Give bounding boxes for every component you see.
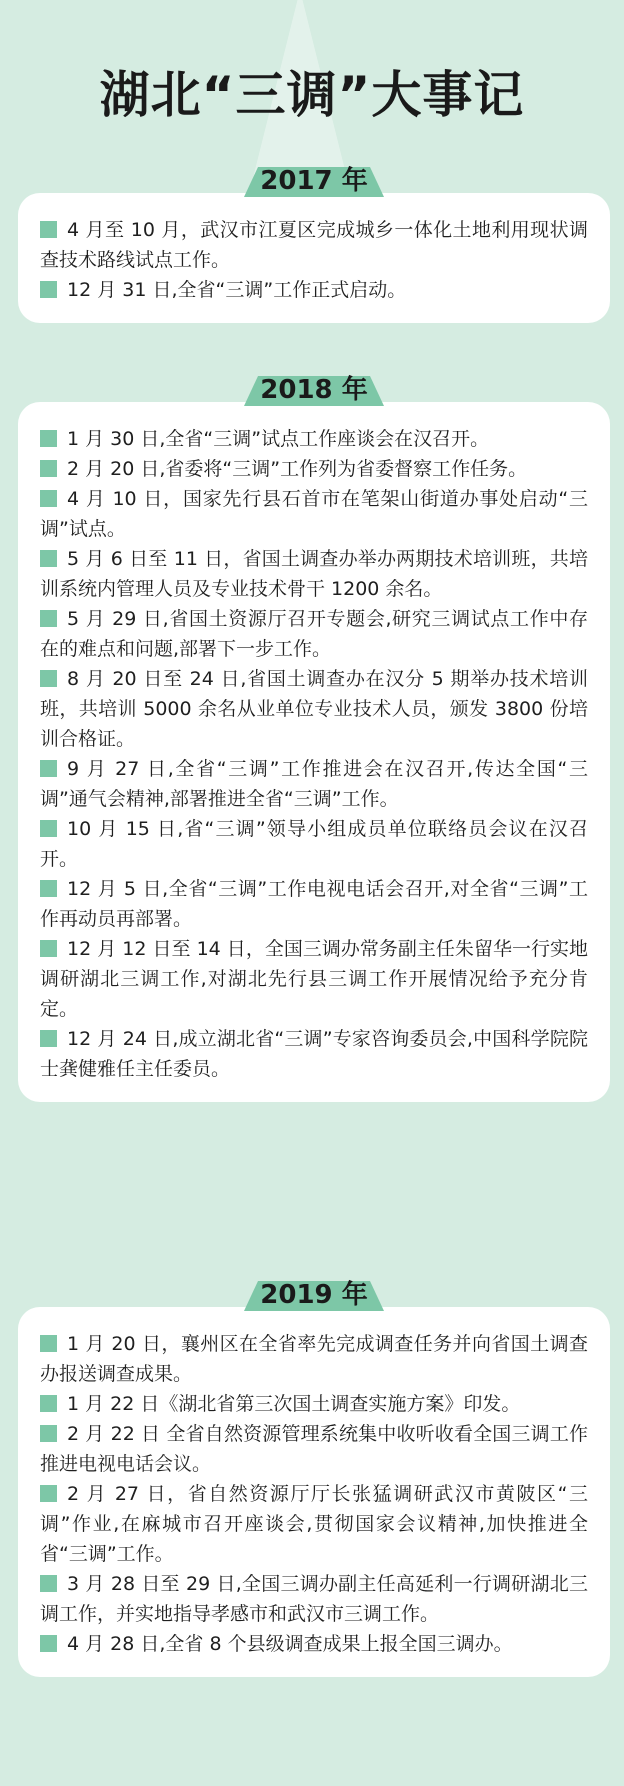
event-entry — [40, 934, 588, 1024]
year-label: 2018 年 — [260, 375, 368, 405]
square-bullet-icon — [40, 880, 57, 897]
event-entry — [40, 1419, 588, 1479]
event-text: 2 月 20 日,省委将“三调”工作列为省委督察工作任务。 — [67, 458, 528, 480]
square-bullet-icon — [40, 610, 57, 627]
event-text: 5 月 6 日至 11 日，省国土调查办举办两期技术培训班，共培训系统内管理人员及专业技术骨干 1200 余名。 — [40, 548, 588, 600]
event-text: 1 月 22 日《湖北省第三次国土调查实施方案》印发。 — [67, 1393, 521, 1415]
event-text: 4 月 28 日,全省 8 个县级调查成果上报全国三调办。 — [67, 1633, 513, 1655]
square-bullet-icon — [40, 281, 57, 298]
square-bullet-icon — [40, 820, 57, 837]
event-entry — [40, 275, 588, 305]
event-entry — [40, 754, 588, 814]
event-entry — [40, 874, 588, 934]
square-bullet-icon — [40, 460, 57, 477]
square-bullet-icon — [40, 670, 57, 687]
event-entry — [40, 1329, 588, 1389]
event-text: 4 月 10 日，国家先行县石首市在笔架山街道办事处启动“三调”试点。 — [40, 488, 588, 540]
square-bullet-icon — [40, 1395, 57, 1412]
square-bullet-icon — [40, 430, 57, 447]
event-text: 2 月 27 日，省自然资源厅厅长张猛调研武汉市黄陂区“三调”作业,在麻城市召开座谈会,贯彻国家会议精神,加快推进全省“三调”工作。 — [40, 1483, 588, 1565]
event-text: 1 月 30 日,全省“三调”试点工作座谈会在汉召开。 — [67, 428, 490, 450]
year-label: 2019 年 — [260, 1280, 368, 1310]
section-2019 — [18, 1277, 610, 1677]
event-text: 4 月至 10 月，武汉市江夏区完成城乡一体化土地利用现状调查技术路线试点工作。 — [40, 219, 588, 271]
event-text: 12 月 5 日,全省“三调”工作电视电话会召开,对全省“三调”工作再动员再部署。 — [40, 878, 588, 930]
square-bullet-icon — [40, 1485, 57, 1502]
event-entry — [40, 1479, 588, 1569]
event-text: 10 月 15 日,省“三调”领导小组成员单位联络员会议在汉召开。 — [40, 818, 588, 870]
event-entry — [40, 544, 588, 604]
event-entry — [40, 604, 588, 664]
event-entry — [40, 454, 588, 484]
event-entry — [40, 424, 588, 454]
event-text: 3 月 28 日至 29 日,全国三调办副主任高延利一行调研湖北三调工作，并实地指导孝感市和武汉市三调工作。 — [40, 1573, 588, 1625]
year-tab — [244, 372, 384, 406]
event-entry — [40, 1389, 588, 1419]
event-entry — [40, 1569, 588, 1629]
square-bullet-icon — [40, 760, 57, 777]
event-card — [18, 402, 610, 1102]
event-card — [18, 1307, 610, 1677]
square-bullet-icon — [40, 550, 57, 567]
section-2018 — [18, 372, 610, 1102]
year-label: 2017 年 — [260, 166, 368, 196]
event-entry — [40, 484, 588, 544]
event-entry — [40, 814, 588, 874]
section-2017 — [18, 163, 610, 323]
event-entry — [40, 1024, 588, 1084]
event-entry — [40, 1629, 588, 1659]
event-text: 2 月 22 日 全省自然资源管理系统集中收听收看全国三调工作推进电视电话会议。 — [40, 1423, 588, 1475]
square-bullet-icon — [40, 1425, 57, 1442]
event-text: 8 月 20 日至 24 日,省国土调查办在汉分 5 期举办技术培训班，共培训 5000 余名从业单位专业技术人员，颁发 3800 份培训合格证。 — [40, 668, 588, 750]
square-bullet-icon — [40, 1335, 57, 1352]
event-text: 12 月 24 日,成立湖北省“三调”专家咨询委员会,中国科学院院士龚健雅任主任委员。 — [40, 1028, 588, 1080]
event-text: 1 月 20 日，襄州区在全省率先完成调查任务并向省国土调查办报送调查成果。 — [40, 1333, 588, 1385]
square-bullet-icon — [40, 940, 57, 957]
event-entry — [40, 664, 588, 754]
page-title: 湖北“三调”大事记 — [99, 66, 525, 124]
year-tab — [244, 163, 384, 197]
square-bullet-icon — [40, 490, 57, 507]
square-bullet-icon — [40, 1575, 57, 1592]
event-card — [18, 193, 610, 323]
square-bullet-icon — [40, 1030, 57, 1047]
square-bullet-icon — [40, 221, 57, 238]
event-text: 12 月 31 日,全省“三调”工作正式启动。 — [67, 279, 407, 301]
square-bullet-icon — [40, 1635, 57, 1652]
year-tab — [244, 1277, 384, 1311]
event-text: 12 月 12 日至 14 日，全国三调办常务副主任朱留华一行实地调研湖北三调工作,对湖北先行县三调工作开展情况给予充分肯定。 — [40, 938, 588, 1020]
event-entry — [40, 215, 588, 275]
event-text: 5 月 29 日,省国土资源厅召开专题会,研究三调试点工作中存在的难点和问题,部署下一步工作。 — [40, 608, 588, 660]
event-text: 9 月 27 日,全省“三调”工作推进会在汉召开,传达全国“三调”通气会精神,部署推进全省“三调”工作。 — [40, 758, 588, 810]
